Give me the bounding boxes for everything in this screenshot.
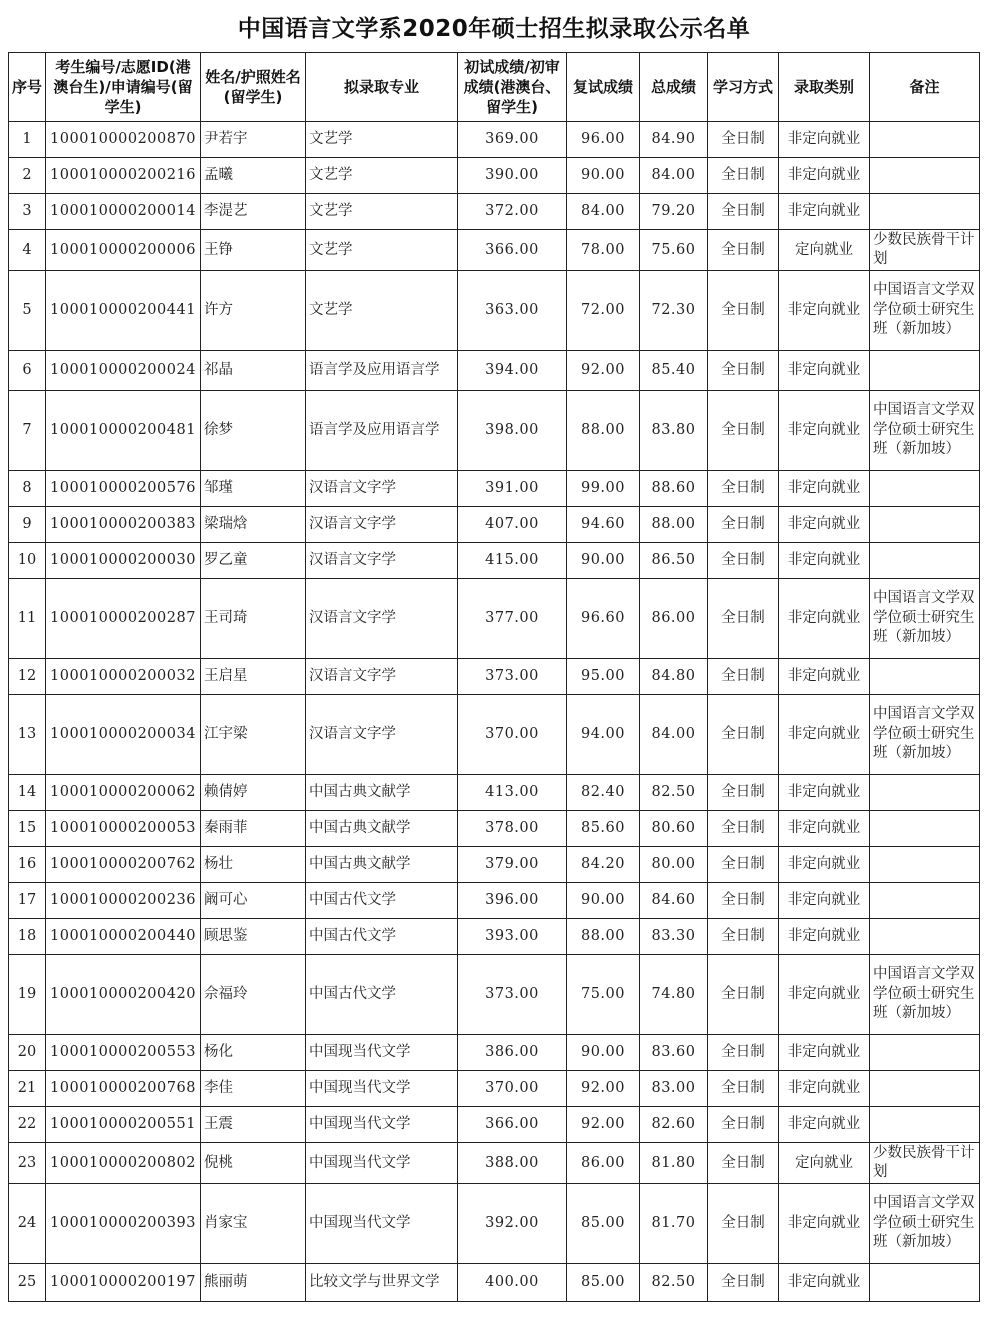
- total-score-cell: 81.70: [640, 1184, 708, 1264]
- admission-list-table: [8, 52, 980, 1302]
- table-row: [9, 919, 980, 955]
- study-mode-cell: 全日制: [708, 695, 779, 775]
- admission-category-cell: 定向就业: [779, 1143, 870, 1184]
- remark-cell: [870, 811, 980, 847]
- candidate-id-cell: 100010000200236: [46, 883, 201, 919]
- admission-category-cell: 非定向就业: [779, 507, 870, 543]
- retest-score-cell: 96.60: [567, 579, 640, 659]
- header-remark: 备注: [870, 53, 980, 122]
- admission-category-cell: 定向就业: [779, 230, 870, 271]
- total-score-cell: 84.60: [640, 883, 708, 919]
- admission-category-cell: 非定向就业: [779, 194, 870, 230]
- remark-cell: [870, 158, 980, 194]
- remark-cell: [870, 1071, 980, 1107]
- major-cell: 中国古典文献学: [306, 775, 458, 811]
- major-cell: 语言学及应用语言学: [306, 391, 458, 471]
- major-cell: 汉语言文字学: [306, 695, 458, 775]
- header-retest-score: 复试成绩: [567, 53, 640, 122]
- row-number-cell: 7: [9, 391, 46, 471]
- major-cell: 文艺学: [306, 158, 458, 194]
- retest-score-cell: 90.00: [567, 883, 640, 919]
- initial-score-cell: 370.00: [458, 695, 567, 775]
- remark-cell: [870, 351, 980, 391]
- admission-category-cell: 非定向就业: [779, 271, 870, 351]
- header-id: 考生编号/志愿ID(港澳台生)/申请编号(留学生): [46, 53, 201, 122]
- candidate-id-cell: 100010000200006: [46, 230, 201, 271]
- major-cell: 语言学及应用语言学: [306, 351, 458, 391]
- candidate-id-cell: 100010000200802: [46, 1143, 201, 1184]
- total-score-cell: 79.20: [640, 194, 708, 230]
- table-row: [9, 775, 980, 811]
- candidate-id-cell: 100010000200441: [46, 271, 201, 351]
- total-score-cell: 88.60: [640, 471, 708, 507]
- initial-score-cell: 413.00: [458, 775, 567, 811]
- remark-cell: [870, 1107, 980, 1143]
- major-cell: 中国现当代文学: [306, 1071, 458, 1107]
- retest-score-cell: 92.00: [567, 351, 640, 391]
- student-name-cell: 杨化: [201, 1035, 306, 1071]
- major-cell: 中国古代文学: [306, 955, 458, 1035]
- study-mode-cell: 全日制: [708, 122, 779, 158]
- admission-category-cell: 非定向就业: [779, 543, 870, 579]
- candidate-id-cell: 100010000200768: [46, 1071, 201, 1107]
- remark-cell: 少数民族骨干计划: [870, 1143, 980, 1184]
- student-name-cell: 邹瑾: [201, 471, 306, 507]
- candidate-id-cell: 100010000200014: [46, 194, 201, 230]
- study-mode-cell: 全日制: [708, 351, 779, 391]
- table-row: [9, 507, 980, 543]
- study-mode-cell: 全日制: [708, 271, 779, 351]
- major-cell: 汉语言文字学: [306, 579, 458, 659]
- table-row: [9, 471, 980, 507]
- student-name-cell: 王司琦: [201, 579, 306, 659]
- student-name-cell: 李佳: [201, 1071, 306, 1107]
- total-score-cell: 81.80: [640, 1143, 708, 1184]
- total-score-cell: 83.30: [640, 919, 708, 955]
- major-cell: 中国现当代文学: [306, 1143, 458, 1184]
- total-score-cell: 88.00: [640, 507, 708, 543]
- admission-category-cell: 非定向就业: [779, 695, 870, 775]
- major-cell: 汉语言文字学: [306, 543, 458, 579]
- remark-cell: [870, 122, 980, 158]
- candidate-id-cell: 100010000200393: [46, 1184, 201, 1264]
- remark-cell: [870, 543, 980, 579]
- row-number-cell: 25: [9, 1264, 46, 1302]
- row-number-cell: 21: [9, 1071, 46, 1107]
- admission-category-cell: 非定向就业: [779, 955, 870, 1035]
- admission-category-cell: 非定向就业: [779, 471, 870, 507]
- candidate-id-cell: 100010000200032: [46, 659, 201, 695]
- initial-score-cell: 370.00: [458, 1071, 567, 1107]
- initial-score-cell: 398.00: [458, 391, 567, 471]
- candidate-id-cell: 100010000200553: [46, 1035, 201, 1071]
- table-row: [9, 1184, 980, 1264]
- retest-score-cell: 95.00: [567, 659, 640, 695]
- major-cell: 文艺学: [306, 230, 458, 271]
- remark-cell: [870, 847, 980, 883]
- row-number-cell: 22: [9, 1107, 46, 1143]
- row-number-cell: 13: [9, 695, 46, 775]
- major-cell: 汉语言文字学: [306, 507, 458, 543]
- total-score-cell: 84.00: [640, 158, 708, 194]
- candidate-id-cell: 100010000200062: [46, 775, 201, 811]
- remark-cell: 中国语言文学双学位硕士研究生班（新加坡）: [870, 955, 980, 1035]
- major-cell: 中国古代文学: [306, 883, 458, 919]
- student-name-cell: 赖倩婷: [201, 775, 306, 811]
- student-name-cell: 李湜艺: [201, 194, 306, 230]
- admission-category-cell: 非定向就业: [779, 1071, 870, 1107]
- student-name-cell: 罗乙童: [201, 543, 306, 579]
- total-score-cell: 72.30: [640, 271, 708, 351]
- row-number-cell: 8: [9, 471, 46, 507]
- student-name-cell: 熊丽萌: [201, 1264, 306, 1302]
- candidate-id-cell: 100010000200420: [46, 955, 201, 1035]
- remark-cell: [870, 659, 980, 695]
- student-name-cell: 顾思鉴: [201, 919, 306, 955]
- total-score-cell: 83.60: [640, 1035, 708, 1071]
- table-row: [9, 695, 980, 775]
- table-row: [9, 659, 980, 695]
- header-name: 姓名/护照姓名(留学生): [201, 53, 306, 122]
- study-mode-cell: 全日制: [708, 1071, 779, 1107]
- retest-score-cell: 72.00: [567, 271, 640, 351]
- retest-score-cell: 86.00: [567, 1143, 640, 1184]
- table-row: [9, 1035, 980, 1071]
- admission-category-cell: 非定向就业: [779, 351, 870, 391]
- student-name-cell: 王铮: [201, 230, 306, 271]
- total-score-cell: 80.00: [640, 847, 708, 883]
- total-score-cell: 82.50: [640, 1264, 708, 1302]
- table-row: [9, 1264, 980, 1302]
- candidate-id-cell: 100010000200576: [46, 471, 201, 507]
- initial-score-cell: 396.00: [458, 883, 567, 919]
- row-number-cell: 3: [9, 194, 46, 230]
- admission-category-cell: 非定向就业: [779, 122, 870, 158]
- table-row: [9, 122, 980, 158]
- remark-cell: 中国语言文学双学位硕士研究生班（新加坡）: [870, 271, 980, 351]
- study-mode-cell: 全日制: [708, 158, 779, 194]
- table-row: [9, 230, 980, 271]
- row-number-cell: 2: [9, 158, 46, 194]
- total-score-cell: 85.40: [640, 351, 708, 391]
- student-name-cell: 王震: [201, 1107, 306, 1143]
- candidate-id-cell: 100010000200440: [46, 919, 201, 955]
- initial-score-cell: 369.00: [458, 122, 567, 158]
- total-score-cell: 86.00: [640, 579, 708, 659]
- study-mode-cell: 全日制: [708, 1264, 779, 1302]
- table-row: [9, 955, 980, 1035]
- major-cell: 中国现当代文学: [306, 1035, 458, 1071]
- major-cell: 中国现当代文学: [306, 1184, 458, 1264]
- retest-score-cell: 90.00: [567, 543, 640, 579]
- student-name-cell: 孟曦: [201, 158, 306, 194]
- study-mode-cell: 全日制: [708, 1035, 779, 1071]
- initial-score-cell: 373.00: [458, 955, 567, 1035]
- remark-cell: 中国语言文学双学位硕士研究生班（新加坡）: [870, 391, 980, 471]
- study-mode-cell: 全日制: [708, 391, 779, 471]
- total-score-cell: 84.00: [640, 695, 708, 775]
- study-mode-cell: 全日制: [708, 194, 779, 230]
- major-cell: 汉语言文字学: [306, 471, 458, 507]
- table-header-row: [9, 53, 980, 122]
- row-number-cell: 9: [9, 507, 46, 543]
- row-number-cell: 6: [9, 351, 46, 391]
- initial-score-cell: 407.00: [458, 507, 567, 543]
- total-score-cell: 82.60: [640, 1107, 708, 1143]
- major-cell: 中国古典文献学: [306, 847, 458, 883]
- header-category: 录取类别: [779, 53, 870, 122]
- initial-score-cell: 377.00: [458, 579, 567, 659]
- study-mode-cell: 全日制: [708, 659, 779, 695]
- initial-score-cell: 391.00: [458, 471, 567, 507]
- header-no: 序号: [9, 53, 46, 122]
- candidate-id-cell: 100010000200030: [46, 543, 201, 579]
- major-cell: 比较文学与世界文学: [306, 1264, 458, 1302]
- initial-score-cell: 415.00: [458, 543, 567, 579]
- retest-score-cell: 94.00: [567, 695, 640, 775]
- admission-category-cell: 非定向就业: [779, 659, 870, 695]
- candidate-id-cell: 100010000200216: [46, 158, 201, 194]
- table-row: [9, 883, 980, 919]
- study-mode-cell: 全日制: [708, 811, 779, 847]
- retest-score-cell: 75.00: [567, 955, 640, 1035]
- retest-score-cell: 99.00: [567, 471, 640, 507]
- initial-score-cell: 400.00: [458, 1264, 567, 1302]
- admission-category-cell: 非定向就业: [779, 1184, 870, 1264]
- study-mode-cell: 全日制: [708, 543, 779, 579]
- retest-score-cell: 94.60: [567, 507, 640, 543]
- student-name-cell: 梁瑞焓: [201, 507, 306, 543]
- initial-score-cell: 366.00: [458, 1107, 567, 1143]
- study-mode-cell: 全日制: [708, 955, 779, 1035]
- student-name-cell: 祁晶: [201, 351, 306, 391]
- candidate-id-cell: 100010000200034: [46, 695, 201, 775]
- student-name-cell: 倪桃: [201, 1143, 306, 1184]
- study-mode-cell: 全日制: [708, 579, 779, 659]
- admission-category-cell: 非定向就业: [779, 883, 870, 919]
- candidate-id-cell: 100010000200197: [46, 1264, 201, 1302]
- study-mode-cell: 全日制: [708, 1184, 779, 1264]
- row-number-cell: 18: [9, 919, 46, 955]
- row-number-cell: 1: [9, 122, 46, 158]
- remark-cell: 中国语言文学双学位硕士研究生班（新加坡）: [870, 579, 980, 659]
- retest-score-cell: 85.00: [567, 1264, 640, 1302]
- total-score-cell: 86.50: [640, 543, 708, 579]
- total-score-cell: 84.90: [640, 122, 708, 158]
- candidate-id-cell: 100010000200383: [46, 507, 201, 543]
- initial-score-cell: 372.00: [458, 194, 567, 230]
- student-name-cell: 王启星: [201, 659, 306, 695]
- initial-score-cell: 393.00: [458, 919, 567, 955]
- student-name-cell: 佘福玲: [201, 955, 306, 1035]
- initial-score-cell: 392.00: [458, 1184, 567, 1264]
- student-name-cell: 江宇梁: [201, 695, 306, 775]
- table-row: [9, 543, 980, 579]
- row-number-cell: 24: [9, 1184, 46, 1264]
- row-number-cell: 23: [9, 1143, 46, 1184]
- study-mode-cell: 全日制: [708, 883, 779, 919]
- remark-cell: 少数民族骨干计划: [870, 230, 980, 271]
- study-mode-cell: 全日制: [708, 1107, 779, 1143]
- major-cell: 中国古典文献学: [306, 811, 458, 847]
- row-number-cell: 4: [9, 230, 46, 271]
- total-score-cell: 82.50: [640, 775, 708, 811]
- total-score-cell: 80.60: [640, 811, 708, 847]
- table-row: [9, 847, 980, 883]
- table-row: [9, 391, 980, 471]
- study-mode-cell: 全日制: [708, 775, 779, 811]
- remark-cell: 中国语言文学双学位硕士研究生班（新加坡）: [870, 1184, 980, 1264]
- initial-score-cell: 394.00: [458, 351, 567, 391]
- remark-cell: [870, 471, 980, 507]
- study-mode-cell: 全日制: [708, 230, 779, 271]
- header-study-mode: 学习方式: [708, 53, 779, 122]
- major-cell: 中国现当代文学: [306, 1107, 458, 1143]
- row-number-cell: 12: [9, 659, 46, 695]
- retest-score-cell: 92.00: [567, 1107, 640, 1143]
- initial-score-cell: 390.00: [458, 158, 567, 194]
- major-cell: 文艺学: [306, 122, 458, 158]
- study-mode-cell: 全日制: [708, 471, 779, 507]
- admission-category-cell: 非定向就业: [779, 847, 870, 883]
- table-row: [9, 351, 980, 391]
- student-name-cell: 许方: [201, 271, 306, 351]
- student-name-cell: 秦雨菲: [201, 811, 306, 847]
- candidate-id-cell: 100010000200762: [46, 847, 201, 883]
- row-number-cell: 19: [9, 955, 46, 1035]
- student-name-cell: 肖家宝: [201, 1184, 306, 1264]
- candidate-id-cell: 100010000200024: [46, 351, 201, 391]
- major-cell: 文艺学: [306, 194, 458, 230]
- admission-category-cell: 非定向就业: [779, 1107, 870, 1143]
- remark-cell: [870, 194, 980, 230]
- study-mode-cell: 全日制: [708, 919, 779, 955]
- remark-cell: [870, 507, 980, 543]
- remark-cell: [870, 1035, 980, 1071]
- header-major: 拟录取专业: [306, 53, 458, 122]
- student-name-cell: 尹若宇: [201, 122, 306, 158]
- remark-cell: [870, 775, 980, 811]
- row-number-cell: 11: [9, 579, 46, 659]
- student-name-cell: 阚可心: [201, 883, 306, 919]
- initial-score-cell: 388.00: [458, 1143, 567, 1184]
- row-number-cell: 16: [9, 847, 46, 883]
- candidate-id-cell: 100010000200287: [46, 579, 201, 659]
- major-cell: 中国古代文学: [306, 919, 458, 955]
- major-cell: 汉语言文字学: [306, 659, 458, 695]
- initial-score-cell: 378.00: [458, 811, 567, 847]
- retest-score-cell: 85.00: [567, 1184, 640, 1264]
- remark-cell: [870, 919, 980, 955]
- admission-category-cell: 非定向就业: [779, 919, 870, 955]
- total-score-cell: 75.60: [640, 230, 708, 271]
- retest-score-cell: 82.40: [567, 775, 640, 811]
- study-mode-cell: 全日制: [708, 1143, 779, 1184]
- initial-score-cell: 366.00: [458, 230, 567, 271]
- retest-score-cell: 85.60: [567, 811, 640, 847]
- row-number-cell: 5: [9, 271, 46, 351]
- retest-score-cell: 84.20: [567, 847, 640, 883]
- page-title: 中国语言文学系2020年硕士招生拟录取公示名单: [237, 16, 751, 42]
- table-row: [9, 271, 980, 351]
- table-row: [9, 1143, 980, 1184]
- admission-category-cell: 非定向就业: [779, 811, 870, 847]
- admission-category-cell: 非定向就业: [779, 391, 870, 471]
- retest-score-cell: 88.00: [567, 391, 640, 471]
- table-row: [9, 194, 980, 230]
- admission-category-cell: 非定向就业: [779, 158, 870, 194]
- total-score-cell: 84.80: [640, 659, 708, 695]
- total-score-cell: 83.00: [640, 1071, 708, 1107]
- remark-cell: [870, 1264, 980, 1302]
- row-number-cell: 20: [9, 1035, 46, 1071]
- retest-score-cell: 92.00: [567, 1071, 640, 1107]
- retest-score-cell: 96.00: [567, 122, 640, 158]
- table-row: [9, 811, 980, 847]
- table-row: [9, 1071, 980, 1107]
- initial-score-cell: 373.00: [458, 659, 567, 695]
- table-row: [9, 579, 980, 659]
- row-number-cell: 14: [9, 775, 46, 811]
- total-score-cell: 83.80: [640, 391, 708, 471]
- major-cell: 文艺学: [306, 271, 458, 351]
- retest-score-cell: 84.00: [567, 194, 640, 230]
- initial-score-cell: 363.00: [458, 271, 567, 351]
- remark-cell: [870, 883, 980, 919]
- candidate-id-cell: 100010000200551: [46, 1107, 201, 1143]
- admission-category-cell: 非定向就业: [779, 1035, 870, 1071]
- student-name-cell: 徐梦: [201, 391, 306, 471]
- admission-category-cell: 非定向就业: [779, 579, 870, 659]
- initial-score-cell: 386.00: [458, 1035, 567, 1071]
- retest-score-cell: 90.00: [567, 1035, 640, 1071]
- candidate-id-cell: 100010000200053: [46, 811, 201, 847]
- study-mode-cell: 全日制: [708, 507, 779, 543]
- header-total-score: 总成绩: [640, 53, 708, 122]
- admission-category-cell: 非定向就业: [779, 775, 870, 811]
- table-row: [9, 1107, 980, 1143]
- remark-cell: 中国语言文学双学位硕士研究生班（新加坡）: [870, 695, 980, 775]
- retest-score-cell: 90.00: [567, 158, 640, 194]
- initial-score-cell: 379.00: [458, 847, 567, 883]
- retest-score-cell: 88.00: [567, 919, 640, 955]
- candidate-id-cell: 100010000200481: [46, 391, 201, 471]
- total-score-cell: 74.80: [640, 955, 708, 1035]
- study-mode-cell: 全日制: [708, 847, 779, 883]
- header-initial-score: 初试成绩/初审成绩(港澳台、留学生): [458, 53, 567, 122]
- student-name-cell: 杨壮: [201, 847, 306, 883]
- admission-category-cell: 非定向就业: [779, 1264, 870, 1302]
- table-row: [9, 158, 980, 194]
- row-number-cell: 10: [9, 543, 46, 579]
- retest-score-cell: 78.00: [567, 230, 640, 271]
- row-number-cell: 17: [9, 883, 46, 919]
- candidate-id-cell: 100010000200870: [46, 122, 201, 158]
- row-number-cell: 15: [9, 811, 46, 847]
